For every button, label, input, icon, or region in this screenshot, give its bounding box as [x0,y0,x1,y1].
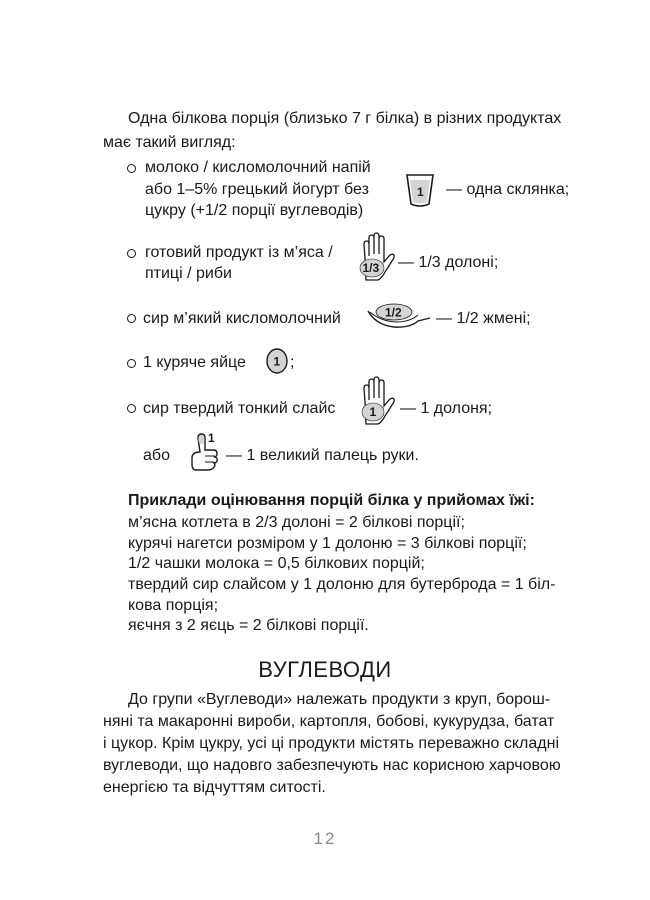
intro-line-1: Одна білкова порція (близько 7 г білка) в різних продуктах [128,110,562,127]
palm-icon [358,376,398,428]
bullet-marker [127,404,136,413]
section-line: вуглеводи, що надовго забезпечують нас корисною харчовою [103,757,561,774]
item-line: або 1–5% грецький йогурт без [145,181,369,198]
alt-prefix: або [143,447,170,464]
examples-title: Приклади оцінювання порцій білка у прийомах їжі: [128,492,535,509]
item-line: птиці / риби [145,265,232,282]
item-line: готовий продукт із м’яса / [145,244,333,261]
item-suffix: — одна склянка; [446,181,570,198]
example-line: твердий сир слайсом у 1 долоню для бутерброда = 1 біл- [128,576,556,593]
item-line: сир твердий тонкий слайс [143,400,336,417]
item-suffix: — 1/3 долоні; [398,254,499,271]
item-suffix: ; [290,354,295,371]
section-line: няні та макаронні вироби, картопля, бобові, кукурудза, батат [103,713,555,730]
example-line: 1/2 чашки молока = 0,5 білкових порцій; [128,555,425,572]
item-line: сир м’який кисломолочний [143,310,341,327]
item-suffix: — 1/2 жмені; [436,310,531,327]
cupped-hand-icon-label: 1/2 [385,305,402,320]
example-line: яєчня з 2 яєць = 2 білкові порції. [128,617,369,634]
cupped-hand-icon [366,301,432,331]
alt-suffix: — 1 великий палець руки. [226,447,419,464]
item-line: молоко / кисломолочний напій [145,159,371,176]
bullet-marker [127,359,136,368]
thumb-icon [188,430,224,474]
section-heading: ВУГЛЕВОДИ [258,657,392,682]
intro-line-2: має такий вигляд: [103,134,236,151]
section-line: енергією та відчуттям ситості. [103,779,326,796]
egg-icon [265,347,289,375]
palm-icon [358,232,398,284]
page-number: 12 [313,829,337,848]
example-line: м’ясна котлета в 2/3 долоні = 2 білкові порції; [128,514,465,531]
example-line: курячі нагетси розміром у 1 долоню = 3 білкові порції; [128,535,527,552]
palm-icon-label: 1 [369,405,377,419]
glass-icon-label: 1 [417,185,424,199]
palm-icon-label: 1/3 [362,261,380,275]
item-suffix: — 1 долоня; [400,400,493,417]
bullet-marker [127,314,136,323]
egg-icon-label: 1 [273,354,281,369]
section-line: і цукор. Крім цукру, усі ці продукти містять переважно складні [103,735,559,752]
bullet-marker [127,164,136,173]
item-line: 1 куряче яйце [143,354,246,371]
example-line: кова порція; [128,597,219,614]
bullet-marker [127,249,136,258]
section-line: До групи «Вуглеводи» належать продукти з круп, борош- [128,691,551,708]
thumb-icon-label: 1 [208,431,215,445]
item-line: цукру (+1/2 порції вуглеводів) [145,202,364,219]
glass-icon [404,172,436,210]
